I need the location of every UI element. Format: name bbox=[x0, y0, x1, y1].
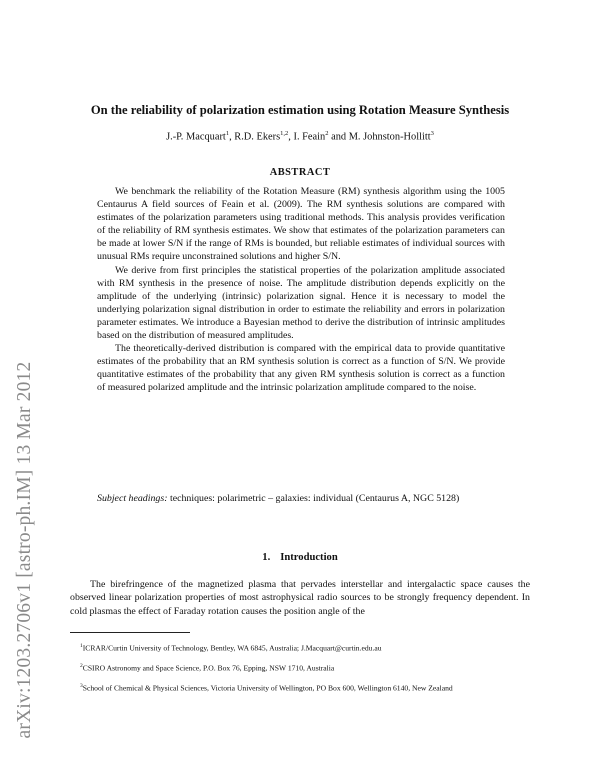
author-separator: and bbox=[328, 131, 349, 143]
author-name: J.-P. Macquart bbox=[166, 131, 226, 143]
footnote-mark: 3 bbox=[80, 683, 83, 690]
footnote-mark: 1 bbox=[80, 643, 83, 649]
footnote-rule bbox=[70, 632, 190, 633]
arxiv-identifier-stamp bbox=[10, 180, 40, 739]
author-affiliation-mark: 3 bbox=[430, 130, 434, 137]
arxiv-stamp-text: arXiv:1203.2706v1 [astro-ph.IM] 13 Mar 2012 bbox=[14, 361, 35, 739]
footnote-text: CSIRO Astronomy and Space Science, P.O. Box 76, Epping, NSW 1710, Australia bbox=[82, 663, 335, 673]
author-separator: , bbox=[229, 131, 235, 143]
footnotes bbox=[70, 641, 530, 701]
footnote-text: School of Chemical & Physical Sciences, Victoria University of Wellington, PO Box 600, Wellington 6140, New Zealand bbox=[82, 683, 453, 693]
abstract-paragraph: We benchmark the reliability of the Rotation Measure (RM) synthesis algorithm using the 1005 Centaurus A field sources of Feain et al. (2009). The RM synthesis solutions are compared with estimates of the polarization parameters using traditional methods. This analysis provides verification of the reliability of RM synthesis estimates. We show that estimates of the polarization parameters can be made at lower S/N if the range of RMs is bounded, but reliable estimates of individual sources with unusual RMs require unconstrained solutions and higher S/N. bbox=[97, 186, 505, 263]
section-number: 1. bbox=[262, 552, 271, 563]
abstract-body bbox=[97, 185, 505, 395]
paper-title: On the reliability of polarization estimation using Rotation Measure Synthesis bbox=[90, 103, 510, 117]
section-heading bbox=[0, 552, 600, 563]
footnote-text: ICRAR/Curtin University of Technology, Bentley, WA 6845, Australia; J.Macquart@curtin.edu.au bbox=[82, 643, 382, 653]
author-separator: , bbox=[288, 131, 294, 143]
author-name: I. Feain bbox=[293, 131, 326, 143]
abstract-heading: ABSTRACT bbox=[269, 167, 331, 178]
footnote bbox=[70, 681, 530, 694]
author-affiliation-mark: 1,2 bbox=[280, 130, 289, 137]
footnote-mark: 2 bbox=[80, 663, 83, 670]
subject-headings bbox=[97, 492, 505, 506]
subject-headings-text: techniques: polarimetric – galaxies: individual (Centaurus A, NGC 5128) bbox=[167, 493, 460, 504]
author-name: M. Johnston-Hollitt bbox=[348, 131, 431, 143]
abstract-paragraph: We derive from first principles the statistical properties of the polarization amplitude associated with RM synthesis in the presence of noise. The amplitude distribution depends explicitly on the amplitude of the underlying (intrinsic) polarization signal. Hence it is necessary to model the underlying polarization signal distribution in order to estimate the reliability and errors in polarization parameter estimates. We introduce a Bayesian method to derive the distribution of intrinsic amplitudes based on the distribution of measured amplitudes. bbox=[97, 264, 505, 342]
footnote bbox=[70, 641, 530, 654]
abstract-paragraph: The theoretically-derived distribution is compared with the empirical data to provide quantitative estimates of the probability that an RM synthesis solution is correct as a function of S/N. We provide quantitative estimates of the probability that any given RM synthesis solution is correct as a function of measured polarized amplitude and the intrinsic polarization amplitude compared to the noise. bbox=[97, 343, 505, 394]
section-title: Introduction bbox=[280, 552, 338, 563]
author-affiliation-mark: 2 bbox=[325, 130, 329, 137]
subject-headings-label: Subject headings: bbox=[97, 493, 168, 504]
author-list bbox=[0, 130, 600, 142]
author-affiliation-mark: 1 bbox=[225, 130, 230, 137]
author-name: R.D. Ekers bbox=[234, 131, 281, 143]
intro-paragraph: The birefringence of the magnetized plasma that pervades interstellar and intergalactic space causes the observed linear polarization properties of most astrophysical radio sources to be strongly frequency dependent. In cold plasmas the effect of Faraday rotation causes the position angle of the bbox=[70, 579, 530, 617]
footnote bbox=[70, 661, 530, 674]
